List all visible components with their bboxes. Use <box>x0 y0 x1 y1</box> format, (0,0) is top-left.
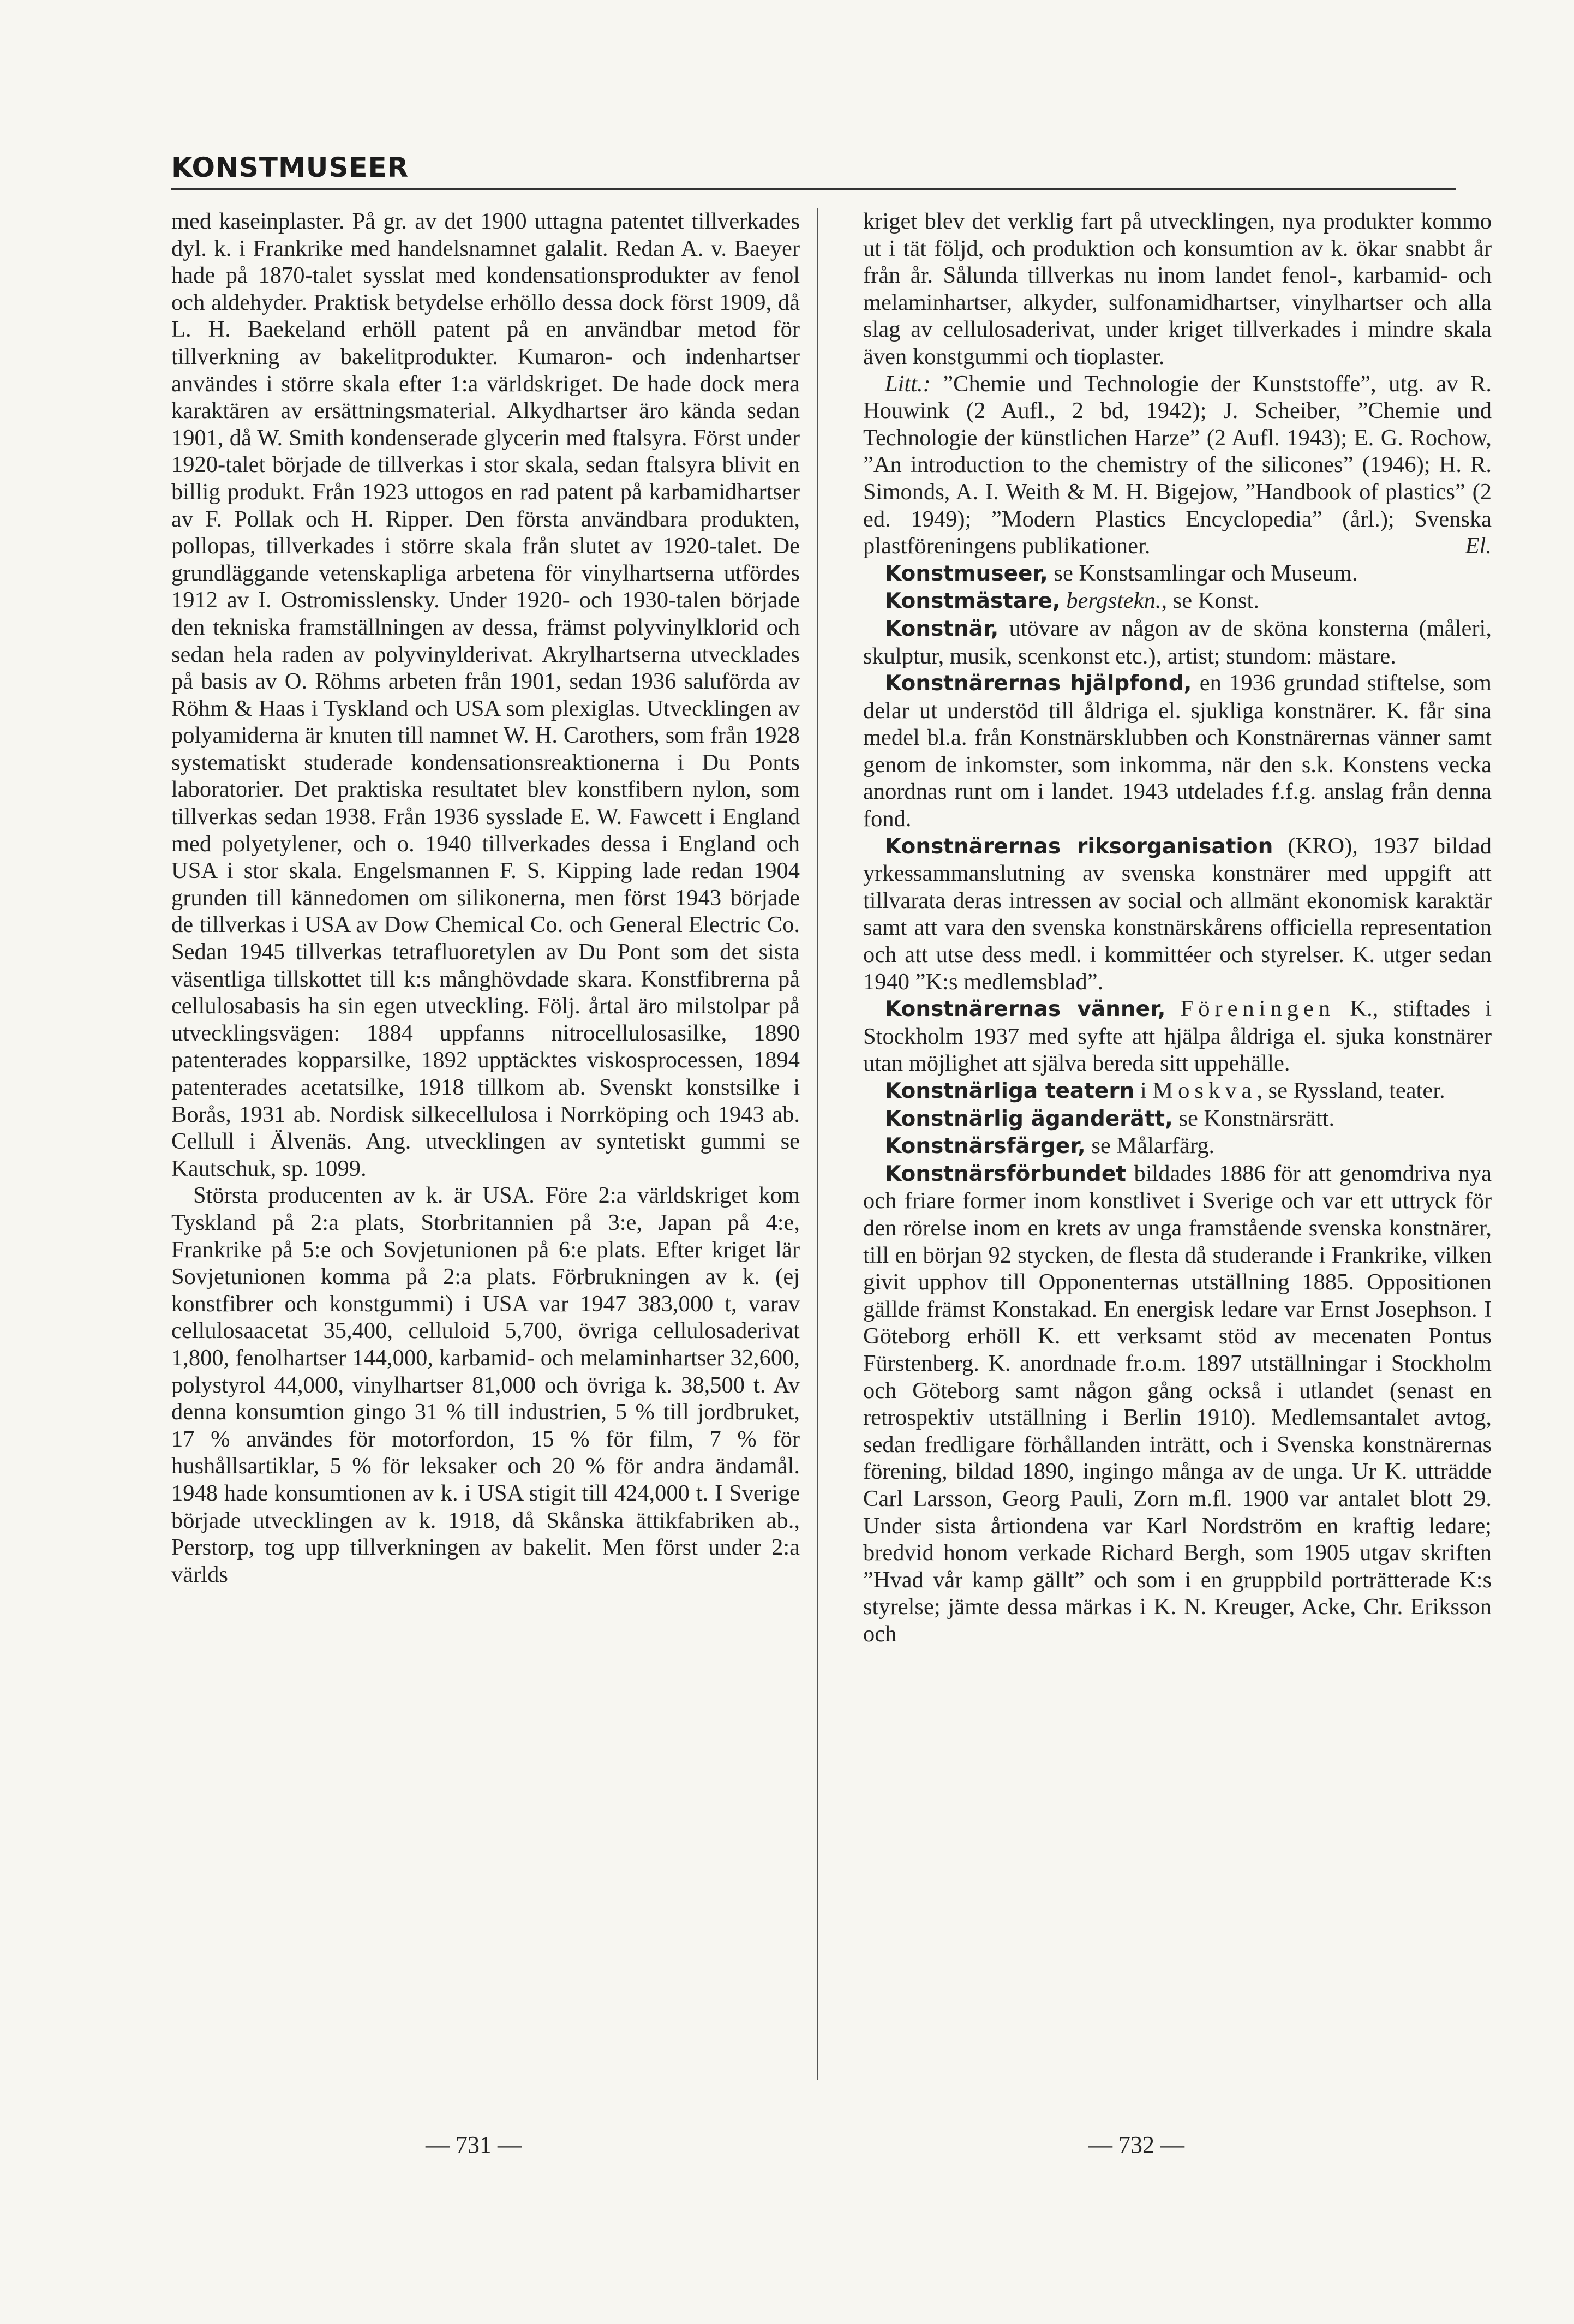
page-number-left: — 731 — <box>426 2131 522 2158</box>
literature-text: ”Chemie und Technologie der Kunststoffe”, utg. av R. Houwink (2 Aufl., 2 bd, 1942); J. Scheiber, ”Chemie und Technologie der künstlichen Harze” (2 Aufl. 1943); E. G. Rochow, ”An introduction to the chemistry of the silicones” (1946); H. R. Simonds, A. I. Weith & M. H. Bigejow, ”Handbook of plastics” (2 ed. 1949); ”Modern Plastics Encyclopedia” (årl.); Svenska plastföreningens publikationer. <box>863 371 1492 559</box>
headword: Konstnärlig äganderätt, <box>885 1106 1173 1131</box>
spaced-word: Föreningen <box>1180 996 1336 1022</box>
headword: Konstnär, <box>885 616 999 641</box>
entry-text: K., stiftades i Stockholm 1937 med syfte att hjälpa åldriga el. sjuka konstnärer utan möjlighet att själva bereda sitt uppehälle. <box>863 996 1492 1077</box>
entry-text: se Målarfärg. <box>1085 1133 1215 1159</box>
entry-konstnarliga-teatern <box>863 1077 1492 1105</box>
running-head: KONSTMUSEER <box>171 152 409 183</box>
author-signature: El. <box>1465 533 1492 559</box>
headword: Konstnärernas riksorganisation <box>885 834 1273 859</box>
entry-konstnarsfarger <box>863 1132 1492 1160</box>
headword: Konstmuseer, <box>885 561 1048 586</box>
headword: Konstnärernas vänner, <box>885 997 1166 1022</box>
headword: Konstmästare, <box>885 589 1061 614</box>
paragraph: Största producenten av k. är USA. Före 2:a världskriget kom Tyskland på 2:a plats, Storbritannien på 3:e, Japan på 4:e, Frankrike på 5:e och Sovjetunionen på 6:e plats. Efter kriget lär Sovjetunionen komma på 2:a plats. Förbrukningen av k. (ej konstfibrer och konstgummi) i USA var 1947 383,000 t, varav cellulosaacetat 35,400, celluloid 5,700, övriga cellulosaderivat 1,800, fenolhartser 144,000, karbamid- och melaminhartser 32,600, polystyrol 44,000, vinylhartser 81,000 och övriga k. 38,500 t. Av denna konsumtion gingo 31 % till industrien, 5 % till jordbruket, 17 % användes för motorfordon, 15 % för film, 7 % för hushållsartiklar, 5 % för leksaker och 20 % för andra ändamål. 1948 hade konsumtionen av k. i USA stigit till 424,000 t. I Sverige började utvecklingen av k. 1918, då Skånska ättikfabriken ab., Perstorp, tog upp tillverkningen av bakelit. Men först under 2:a världs <box>171 1182 800 1587</box>
entry-text: se Konstnärsrätt. <box>1172 1105 1335 1131</box>
entry-konstmuseer <box>863 560 1492 588</box>
paragraph: kriget blev det verklig fart på utvecklingen, nya produkter kommo ut i tät följd, och produktion och konsumtion av k. ökar snabbt år från år. Sålunda tillverkas nu inom landet fenol-, karbamid- och melaminhartser, alkyder, sulfonamidhartser, vinylhartser och alla slag av cellulosaderivat, under kriget tillverkades i mindre skala även konstgummi och tioplaster. <box>863 208 1492 369</box>
entry-konstnarernas-hjalpfond <box>863 670 1492 833</box>
headword: Konstnärernas hjälpfond, <box>885 671 1192 696</box>
headword: Konstnärsfärger, <box>885 1134 1086 1159</box>
spaced-word: Moskva <box>1152 1078 1257 1103</box>
entry-text: utövare av någon av de sköna konsterna (måleri, skulptur, musik, scenkonst etc.), artist; stundom: mästare. <box>863 615 1492 669</box>
entry-konstnarernas-riksorganisation <box>863 833 1492 996</box>
entry-konstmastare <box>863 587 1492 615</box>
right-column <box>863 208 1492 1647</box>
entry-konstnar <box>863 615 1492 670</box>
page-number-right: — 732 — <box>1088 2131 1184 2158</box>
entry-pre-text: i <box>1134 1078 1153 1103</box>
entry-text: bildades 1886 för att genomdriva nya och friare former inom konstlivet i Sverige och var ett uttryck för den rörelse inom en krets av unga framstående svenska konstnärer, till en början 92 stycken, de flesta då studerande i Frankrike, vilken givit upphov till Opponenternas utställning 1885. Oppositionen gällde främst Konstakad. En energisk ledare var Ernst Josephson. I Göteborg erhöll K. ett verksamt stöd av mecenaten Pontus Fürstenberg. K. anordnade fr.o.m. 1897 utställningar i Stockholm och Göteborg samt någon gång också i utlandet (senast en retrospektiv utställning i Berlin 1910). Medlemsantalet avtog, sedan fredligare förhållanden inträtt, och i Svenska konstnärernas förening, bildad 1890, ingingo många av de unga. Ur K. utträdde Carl Larsson, Georg Pauli, Zorn m.fl. 1900 var antalet blott 29. Under sista årtiondena var Karl Nordström en kraftig ledare; bredvid honom verkade Richard Bergh, som 1905 utgav skriften ”Hvad vår kamp gällt” och som i en gruppbild porträtterade K:s styrelse; jämte dessa märkas i K. N. Kreuger, Acke, Chr. Eriksson och <box>863 1160 1492 1647</box>
entry-konstnarernas-vanner <box>863 995 1492 1077</box>
entry-text: , se Konst. <box>1161 588 1259 614</box>
entry-text: (KRO), 1937 bildad yrkessammanslutning av svenska konstnärer med uppgift att tillvarata deras intressen av social och allmänt ekonomisk karaktär samt att vara den svenska konstnärskårens officiella representation och att utse dess medl. i kommittéer och styrelser. K. utger sedan 1940 ”K:s medlemsblad”. <box>863 833 1492 995</box>
headword: Konstnärsförbundet <box>885 1161 1126 1186</box>
entry-konstnarsforbundet <box>863 1160 1492 1648</box>
entry-italic: bergstekn. <box>1066 588 1162 614</box>
entry-text: , se Ryssland, teater. <box>1256 1078 1445 1103</box>
spacer <box>1061 588 1067 613</box>
literature-paragraph <box>863 371 1492 560</box>
entry-konstnarlig-aganderatt <box>863 1105 1492 1133</box>
literature-label: Litt.: <box>885 371 931 397</box>
headword: Konstnärliga teatern <box>885 1079 1135 1103</box>
paragraph: med kaseinplaster. På gr. av det 1900 uttagna patentet tillverkades dyl. k. i Frankrike med handelsnamnet galalit. Redan A. v. Baeyer hade på 1870-talet sysslat med kondensationsprodukter av fenol och aldehyder. Praktisk betydelse erhöllo dessa dock först 1909, då L. H. Baekeland erhöll patent på en användbar metod för tillverkning av bakelitprodukter. Kumaron- och indenhartser användes i större skala efter 1:a världskriget. De hade dock mera karaktären av ersättningsmaterial. Alkydhartser äro kända sedan 1901, då W. Smith kondenserade glycerin med ftalsyra. Först under 1920-talet började de tillverkas i stor skala, sedan ftalsyra blivit en billig produkt. Från 1923 uttogos en rad patent på karbamidhartser av F. Pollak och H. Ripper. Den första användbara produkten, pollopas, tillverkades i större skala från slutet av 1920-talet. De grundläggande vetenskapliga arbetena för vinylhartserna utfördes 1912 av I. Ostromisslensky. Under 1920- och 1930-talen började den tekniska framställningen av dessa, främst polyvinylklorid och sedan hela raden av polyvinylderivat. Akrylhartserna utvecklades på basis av O. Röhms arbeten från 1901, sedan 1936 saluförda av Röhm & Haas i Tyskland och USA som plexiglas. Utvecklingen av polyamiderna är knuten till namnet W. H. Carothers, som från 1928 systematiskt studerade kondensationsreaktionerna i Du Ponts laboratorier. Det praktiska resultatet blev konstfibern nylon, som tillverkas sedan 1938. Från 1936 sysslade E. W. Fawcett i England med polyetylener, och o. 1940 tillverkades dessa i England och USA i stor skala. Engelsmannen F. S. Kipping lade redan 1904 grunden till kännedomen om silikonerna, men först 1943 började de tillverkas i USA av Dow Chemical Co. och General Electric Co. Sedan 1945 tillverkas tetrafluoretylen av Du Pont som det sista väsentliga tillskottet till k:s månghövdade skara. Konstfibrerna på cellulosabasis ha sin egen utveckling. Följ. årtal äro milstolpar på utvecklingsvägen: 1884 uppfanns nitrocellulosasilke, 1890 patenterades kopparsilke, 1892 upptäcktes viskosprocessen, 1894 patenterades acetatsilke, 1918 tillkom ab. Svenskt konstsilke i Borås, 1931 ab. Nordisk silkecellulosa i Norrköping och 1943 ab. Cellull i Älvenäs. Ang. utvecklingen av syntetiskt gummi se Kautschuk, sp. 1099. <box>171 208 800 1181</box>
entry-text: se Konstsamlingar och Museum. <box>1048 560 1358 586</box>
left-column <box>171 208 800 1588</box>
column-divider <box>817 208 818 2080</box>
entry-text: en 1936 grundad stiftelse, som delar ut understöd till åldriga el. sjukliga konstnärer. K. får sina medel bl.a. från Konstnärsklubben och Konstnärernas vänner samt genom de inkomster, som inkomma, när den s.k. Konstens vecka anordnas runt om i landet. 1943 utdelades f.f.g. anslag från denna fond. <box>863 670 1492 832</box>
header-rule <box>171 188 1456 190</box>
